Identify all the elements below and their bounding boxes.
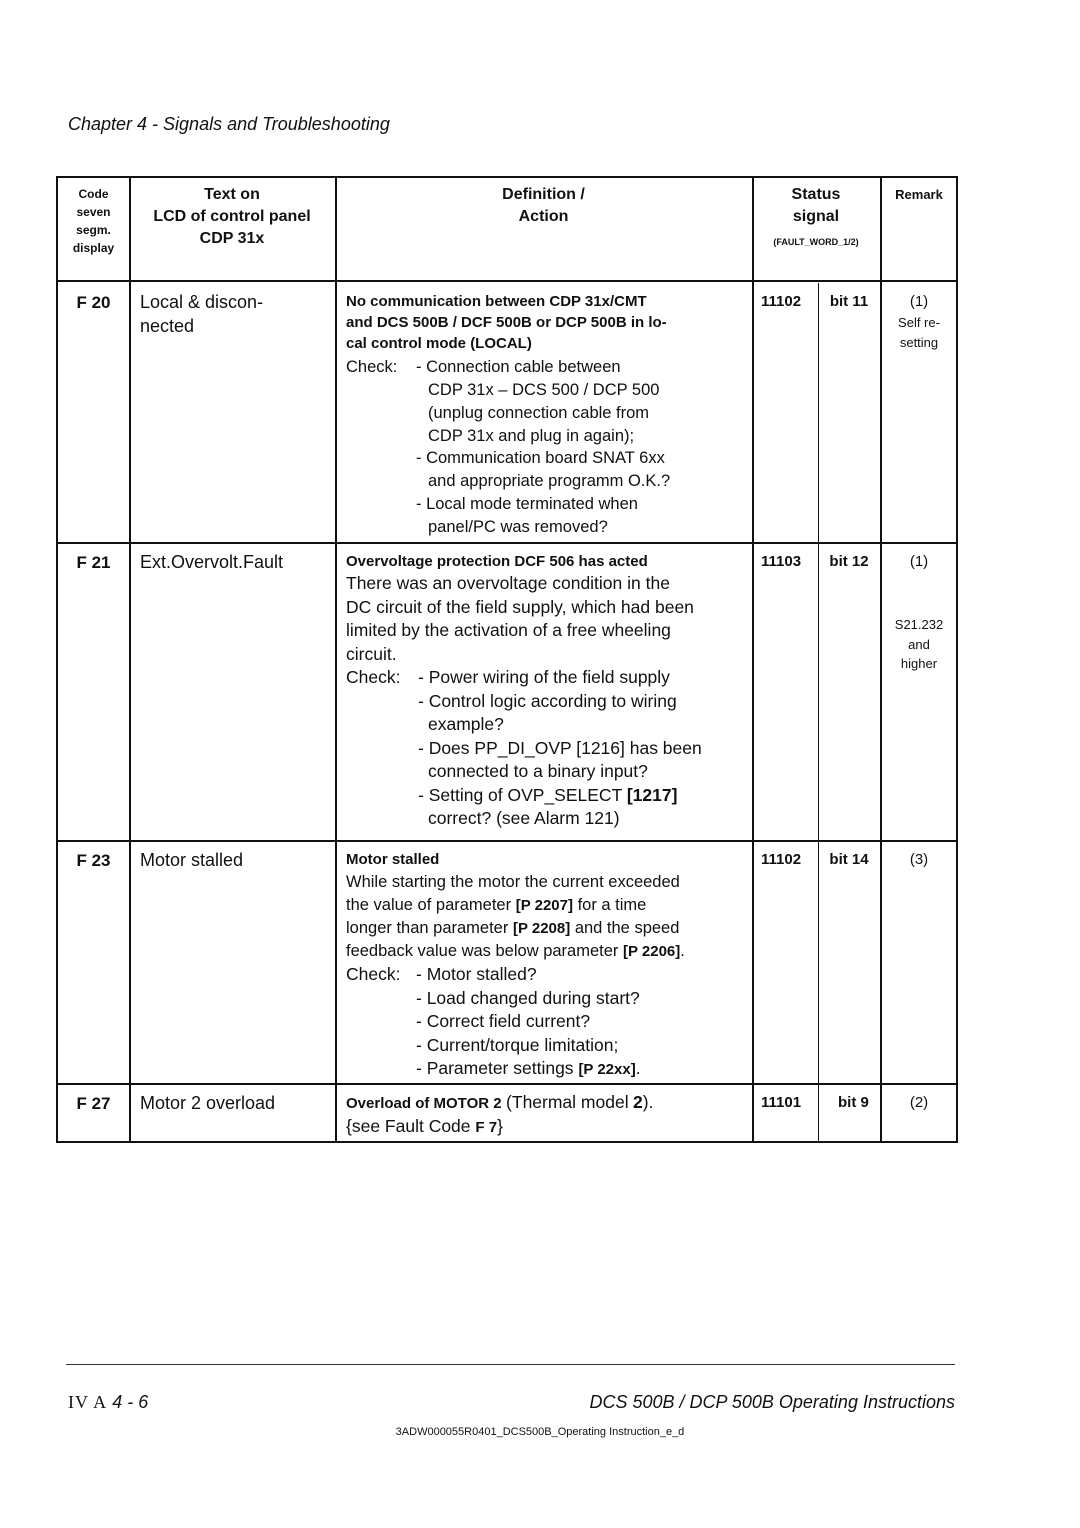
row-divider [58,1083,956,1085]
fault-code: F 20 [76,293,111,312]
definition-text: circuit. [346,644,397,664]
col-divider [335,178,337,1141]
col-divider [129,178,131,1141]
header-remark: Remark [895,187,943,202]
remark: and [908,637,930,652]
check-item: - Control logic according to wiring [418,691,677,711]
remark: (1) [909,293,929,310]
definition-title: No communication between CDP 31x/CMT [346,293,647,310]
parameter-ref: [P 2208] [512,920,571,937]
definition-text: DC circuit of the field supply, which had been [346,597,694,617]
check-item: example? [428,714,504,734]
check-label: Check: [346,358,398,376]
lcd-text: nected [140,316,195,336]
status-word: 11103 [761,553,802,570]
definition-text: feedback value was below parameter [P 2206]. [346,942,685,960]
parameter-ref: [P 2207] [515,897,573,914]
remark: (2) [909,1094,929,1111]
definition-title: and DCS 500B / DCF 500B or DCP 500B in lo- [346,314,667,331]
definition-text: There was an overvoltage condition in the [346,573,670,593]
status-subheader: (FAULT_WORD_1/2) [773,237,859,247]
status-word: 11101 [761,1094,802,1111]
parameter-ref: [P 22xx] [578,1061,636,1078]
status-word: 11102 [761,851,802,868]
header-divider [58,280,956,282]
check-item: (unplug connection cable from [428,404,650,422]
definition-text: limited by the activation of a free wheeling [346,620,671,640]
check-item: CDP 31x – DCS 500 / DCP 500 [428,381,660,399]
definition-title: cal control mode (LOCAL) [346,335,532,352]
remark: setting [899,335,939,350]
definition-text: the value of parameter [P 2207] for a time [346,896,647,914]
check-item: - Setting of OVP_SELECT [1217] [418,785,678,805]
status-word: 11102 [761,293,802,310]
fault-code: F 23 [76,851,111,870]
check-label: Check: [346,964,401,984]
document-id: 3ADW000055R0401_DCS500B_Operating Instruction_e_d [395,1426,685,1438]
definition-title: Overvoltage protection DCF 506 has acted [346,553,648,570]
check-label: Check: [346,667,401,687]
check-item: - Parameter settings [P 22xx]. [416,1058,641,1078]
remark: (1) [909,553,929,570]
check-item: - Connection cable between [416,358,621,376]
row-divider [58,542,956,544]
fault-code: F 27 [76,1094,111,1113]
fault-code-ref: F 7 [475,1119,498,1136]
status-bit: bit 9 [838,1094,869,1111]
check-item: and appropriate programm O.K.? [428,472,671,490]
remark: higher [900,656,938,671]
check-item: - Local mode terminated when [416,495,638,513]
footer-rule [66,1364,955,1365]
check-item: - Power wiring of the field supply [418,667,670,687]
lcd-text: Motor 2 overload [140,1093,276,1113]
check-item: - Communication board SNAT 6xx [416,449,665,467]
check-item: panel/PC was removed? [428,518,608,536]
parameter-ref: [P 2206] [623,943,681,960]
chapter-title: Chapter 4 - Signals and Troubleshooting [68,114,390,134]
footer-title: DCS 500B / DCP 500B Operating Instructions [589,1392,955,1412]
check-item: connected to a binary input? [428,761,648,781]
fault-table: Code seven segm. display Text on LCD of control panel CDP 31x Definition / Action Status signal (FAULT_WORD_1/2) Remark F 20 Local & discon- nected No communication between CDP 31x/CMT and DCS 500B / DCF 500B or DCP 500B in lo- cal control mode (LOCAL) Check: - Connection cable between CDP 31x – DCS 500 / DCP 500 (unplug connection cable from CDP 31x and plug in again); - Communication board SNAT 6xx and appropriate programm O.K.? - Local mode terminated when panel/PC was removed? 11102 bit 11 (1) Self re- setting F 21 Ext.Overvolt.Fault Overvoltage protection DCF 506 has acted There was an overvoltage condition in the DC circuit of the field supply, which had been limited by the activation of a free wheeling circuit. Check: - Power wiring of the field supply - Control logic according to wiring example? - Does PP_DI_OVP [1216] has been connected to a binary input? - Setting of OVP_SELECT [1217] correct? (see Alarm 121) 11103 bit 12 (1) S21.232 and higher F 23 Motor stalled Motor stalled While starting the motor the current exceeded the value of parameter [P 2207] for a time longer than parameter [P 2208] and the speed feedback value was below parameter [P 2206]. Check: - Motor stalled? - Load changed during start? - Correct field current? - Current/torque limitation; - Parameter settings [P 22xx]. 11102 bit 14 (3) F 27 Motor 2 overload Overload of MOTOR 2 (Thermal model 2). {see Fault Code F 7} 11101 bit 9 (2) [56,176,958,1143]
col-divider [818,283,819,1141]
lcd-text: Local & discon- [140,292,264,312]
definition-title: Overload of MOTOR 2 (Thermal model 2). [346,1092,654,1112]
definition-text: {see Fault Code F 7} [346,1116,503,1136]
check-item: - Load changed during start? [416,988,640,1008]
check-item: correct? (see Alarm 121) [428,808,620,828]
status-bit: bit 12 [829,553,869,570]
check-item: - Motor stalled? [416,964,537,984]
remark: S21.232 [894,617,944,632]
lcd-text: Ext.Overvolt.Fault [140,552,284,572]
definition-text: longer than parameter [P 2208] and the speed [346,919,680,937]
status-bit: bit 14 [829,851,869,868]
check-item: - Current/torque limitation; [416,1035,619,1055]
definition-title: Motor stalled [346,851,440,868]
row-divider [58,840,956,842]
check-item: CDP 31x and plug in again); [428,427,635,445]
definition-text: While starting the motor the current exceeded [346,873,680,891]
fault-code: F 21 [76,553,111,572]
check-item: - Correct field current? [416,1011,591,1031]
col-divider [752,178,754,1141]
lcd-text: Motor stalled [140,850,244,870]
check-item: - Does PP_DI_OVP [1216] has been [418,738,702,758]
status-bit: bit 11 [829,293,869,310]
remark: Self re- [898,315,940,330]
remark: (3) [909,851,929,868]
page-number: IV A 4 - 6 [68,1392,149,1412]
